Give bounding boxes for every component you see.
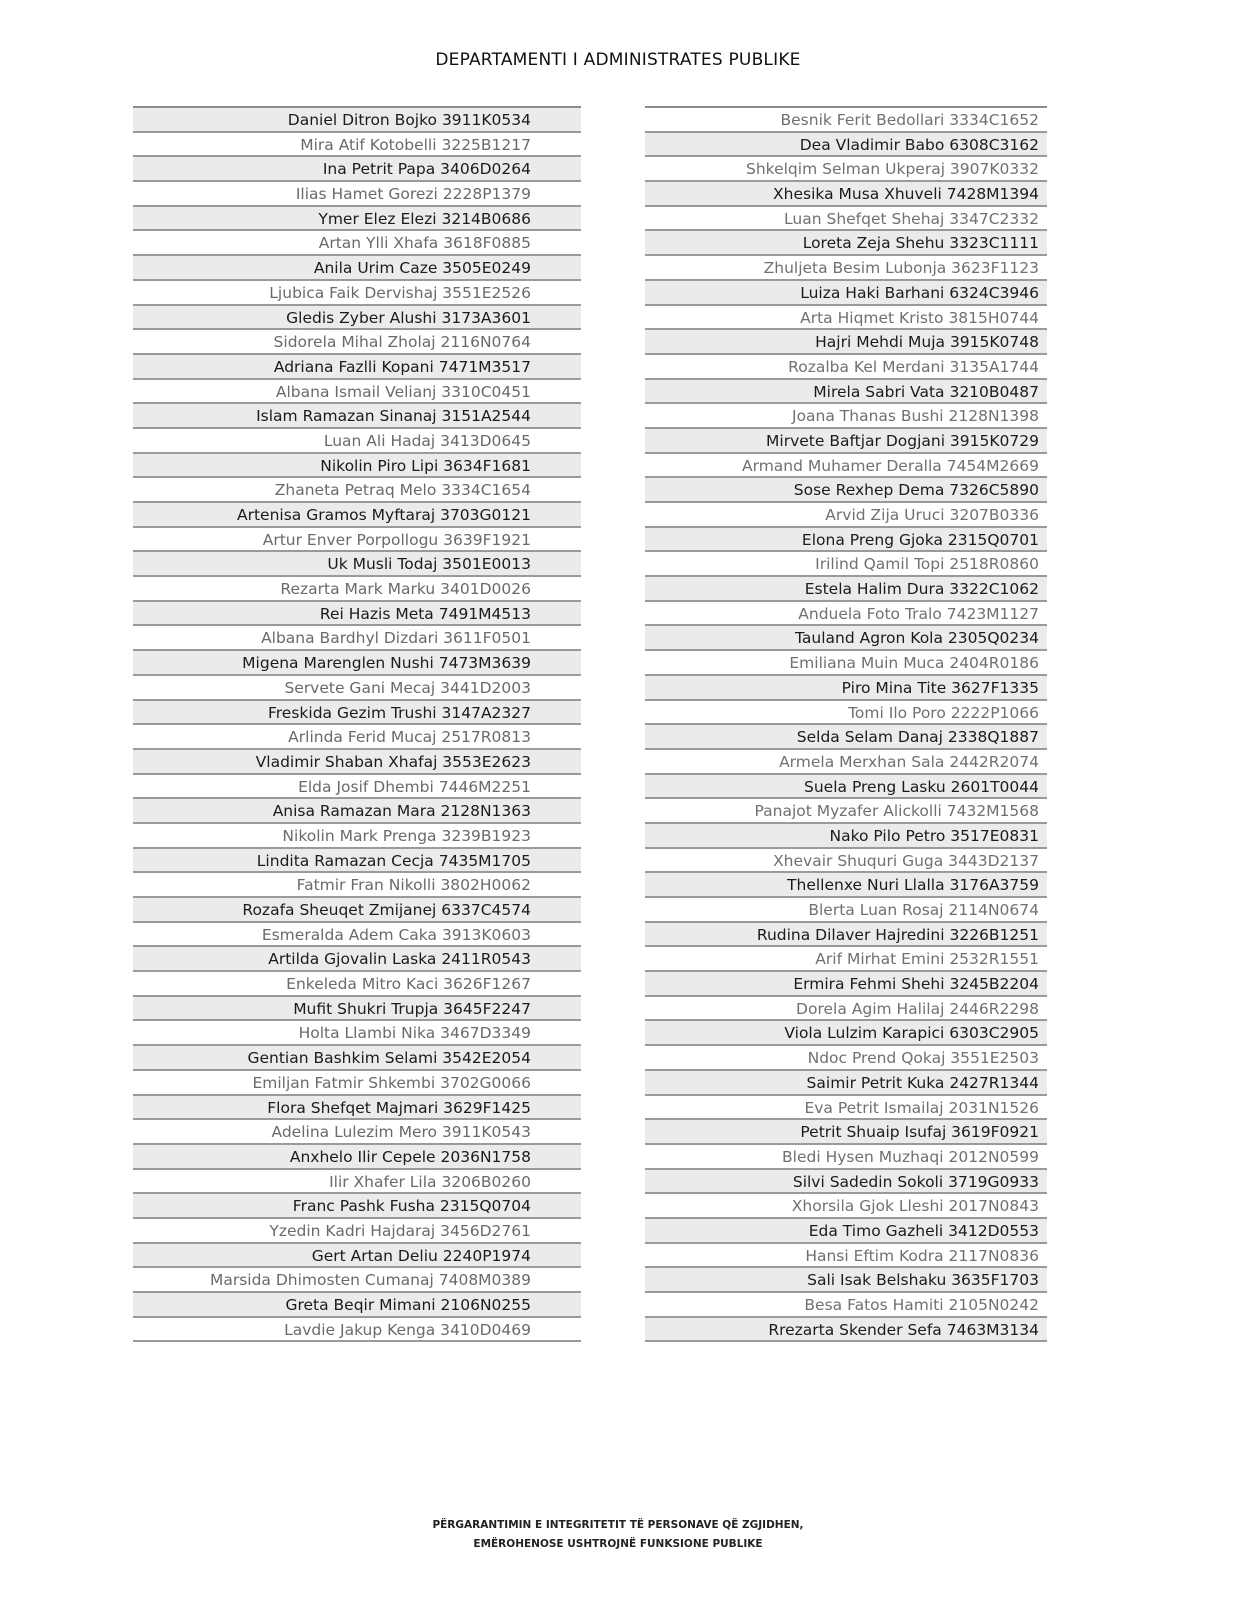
left-list-row: Adelina Lulezim Mero 3911K0543 bbox=[133, 1120, 581, 1145]
left-list-row: Artenisa Gramos Myftaraj 3703G0121 bbox=[133, 503, 581, 528]
left-list-row: Anila Urim Caze 3505E0249 bbox=[133, 256, 581, 281]
left-list-row: Artilda Gjovalin Laska 2411R0543 bbox=[133, 947, 581, 972]
page-footer bbox=[0, 1516, 1236, 1554]
right-list-row: Thellenxe Nuri Llalla 3176A3759 bbox=[645, 873, 1047, 898]
left-list-row: Lavdie Jakup Kenga 3410D0469 bbox=[133, 1318, 581, 1343]
right-list-row: Rudina Dilaver Hajredini 3226B1251 bbox=[645, 923, 1047, 948]
right-list-row: Ermira Fehmi Shehi 3245B2204 bbox=[645, 972, 1047, 997]
left-list-row: Uk Musli Todaj 3501E0013 bbox=[133, 552, 581, 577]
right-list-row: Silvi Sadedin Sokoli 3719G0933 bbox=[645, 1170, 1047, 1195]
right-list-row: Blerta Luan Rosaj 2114N0674 bbox=[645, 898, 1047, 923]
left-list-row: Artan Ylli Xhafa 3618F0885 bbox=[133, 231, 581, 256]
page-title: DEPARTAMENTI I ADMINISTRATES PUBLIKE bbox=[435, 50, 801, 70]
left-list-row: Albana Ismail Velianj 3310C0451 bbox=[133, 380, 581, 405]
left-list-row: Anisa Ramazan Mara 2128N1363 bbox=[133, 799, 581, 824]
right-list-row: Viola Lulzim Karapici 6303C2905 bbox=[645, 1021, 1047, 1046]
left-list-row: Gert Artan Deliu 2240P1974 bbox=[133, 1244, 581, 1269]
left-list-row: Sidorela Mihal Zholaj 2116N0764 bbox=[133, 330, 581, 355]
right-list-row: Mirvete Baftjar Dogjani 3915K0729 bbox=[645, 429, 1047, 454]
right-list-row: Armand Muhamer Deralla 7454M2669 bbox=[645, 454, 1047, 479]
right-list-row: Sose Rexhep Dema 7326C5890 bbox=[645, 478, 1047, 503]
left-list-row: Vladimir Shaban Xhafaj 3553E2623 bbox=[133, 750, 581, 775]
left-list-row: Islam Ramazan Sinanaj 3151A2544 bbox=[133, 404, 581, 429]
left-list-row: Rei Hazis Meta 7491M4513 bbox=[133, 602, 581, 627]
left-list-row: Adriana Fazlli Kopani 7471M3517 bbox=[133, 355, 581, 380]
left-list-row: Daniel Ditron Bojko 3911K0534 bbox=[133, 108, 581, 133]
right-name-list bbox=[645, 106, 1047, 1342]
left-list-row: Emiljan Fatmir Shkembi 3702G0066 bbox=[133, 1071, 581, 1096]
left-list-row: Gledis Zyber Alushi 3173A3601 bbox=[133, 306, 581, 331]
right-list-row: Rrezarta Skender Sefa 7463M3134 bbox=[645, 1318, 1047, 1343]
left-list-row: Ymer Elez Elezi 3214B0686 bbox=[133, 207, 581, 232]
right-list-row: Emiliana Muin Muca 2404R0186 bbox=[645, 651, 1047, 676]
right-list-row: Anduela Foto Tralo 7423M1127 bbox=[645, 602, 1047, 627]
right-list-row: Suela Preng Lasku 2601T0044 bbox=[645, 775, 1047, 800]
right-list-row: Nako Pilo Petro 3517E0831 bbox=[645, 824, 1047, 849]
right-list-row: Selda Selam Danaj 2338Q1887 bbox=[645, 725, 1047, 750]
left-list-row: Marsida Dhimosten Cumanaj 7408M0389 bbox=[133, 1268, 581, 1293]
footer-line-1: PËRGARANTIMIN E INTEGRITETIT TË PERSONAVE QË ZGJIDHEN, bbox=[432, 1519, 804, 1531]
left-list-row: Albana Bardhyl Dizdari 3611F0501 bbox=[133, 626, 581, 651]
right-list-row: Shkelqim Selman Ukperaj 3907K0332 bbox=[645, 157, 1047, 182]
left-list-row: Rezarta Mark Marku 3401D0026 bbox=[133, 577, 581, 602]
right-list-row: Armela Merxhan Sala 2442R2074 bbox=[645, 750, 1047, 775]
right-list-row: Besa Fatos Hamiti 2105N0242 bbox=[645, 1293, 1047, 1318]
right-list-row: Elona Preng Gjoka 2315Q0701 bbox=[645, 528, 1047, 553]
left-list-row: Artur Enver Porpollogu 3639F1921 bbox=[133, 528, 581, 553]
right-list-row: Luiza Haki Barhani 6324C3946 bbox=[645, 281, 1047, 306]
left-list-row: Nikolin Mark Prenga 3239B1923 bbox=[133, 824, 581, 849]
left-list-row: Ina Petrit Papa 3406D0264 bbox=[133, 157, 581, 182]
left-list-row: Esmeralda Adem Caka 3913K0603 bbox=[133, 923, 581, 948]
right-list-row: Eda Timo Gazheli 3412D0553 bbox=[645, 1219, 1047, 1244]
left-list-row: Ilias Hamet Gorezi 2228P1379 bbox=[133, 182, 581, 207]
left-list-row: Mira Atif Kotobelli 3225B1217 bbox=[133, 133, 581, 158]
left-list-row: Yzedin Kadri Hajdaraj 3456D2761 bbox=[133, 1219, 581, 1244]
left-list-row: Mufit Shukri Trupja 3645F2247 bbox=[133, 997, 581, 1022]
right-list-row: Piro Mina Tite 3627F1335 bbox=[645, 676, 1047, 701]
left-list-row: Gentian Bashkim Selami 3542E2054 bbox=[133, 1046, 581, 1071]
right-list-row: Rozalba Kel Merdani 3135A1744 bbox=[645, 355, 1047, 380]
left-list-row: Servete Gani Mecaj 3441D2003 bbox=[133, 676, 581, 701]
left-list-row: Greta Beqir Mimani 2106N0255 bbox=[133, 1293, 581, 1318]
right-list-row: Tauland Agron Kola 2305Q0234 bbox=[645, 626, 1047, 651]
left-list-row: Migena Marenglen Nushi 7473M3639 bbox=[133, 651, 581, 676]
left-list-row: Enkeleda Mitro Kaci 3626F1267 bbox=[133, 972, 581, 997]
right-list-row: Besnik Ferit Bedollari 3334C1652 bbox=[645, 108, 1047, 133]
right-list-row: Arif Mirhat Emini 2532R1551 bbox=[645, 947, 1047, 972]
left-list-row: Holta Llambi Nika 3467D3349 bbox=[133, 1021, 581, 1046]
left-list-row: Elda Josif Dhembi 7446M2251 bbox=[133, 775, 581, 800]
right-list-row: Tomi Ilo Poro 2222P1066 bbox=[645, 701, 1047, 726]
right-list-row: Zhuljeta Besim Lubonja 3623F1123 bbox=[645, 256, 1047, 281]
right-list-row: Estela Halim Dura 3322C1062 bbox=[645, 577, 1047, 602]
right-list-row: Xhevair Shuquri Guga 3443D2137 bbox=[645, 849, 1047, 874]
right-list-row: Arvid Zija Uruci 3207B0336 bbox=[645, 503, 1047, 528]
right-list-row: Saimir Petrit Kuka 2427R1344 bbox=[645, 1071, 1047, 1096]
footer-line-2: EMËROHENOSE USHTROJNË FUNKSIONE PUBLIKE bbox=[473, 1538, 763, 1550]
right-list-row: Luan Shefqet Shehaj 3347C2332 bbox=[645, 207, 1047, 232]
right-list-row: Arta Hiqmet Kristo 3815H0744 bbox=[645, 306, 1047, 331]
right-list-row: Mirela Sabri Vata 3210B0487 bbox=[645, 380, 1047, 405]
left-list-row: Zhaneta Petraq Melo 3334C1654 bbox=[133, 478, 581, 503]
left-list-row: Ilir Xhafer Lila 3206B0260 bbox=[133, 1170, 581, 1195]
left-list-row: Lindita Ramazan Cecja 7435M1705 bbox=[133, 849, 581, 874]
right-list-row: Ndoc Prend Qokaj 3551E2503 bbox=[645, 1046, 1047, 1071]
right-list-row: Xhesika Musa Xhuveli 7428M1394 bbox=[645, 182, 1047, 207]
left-list-row: Ljubica Faik Dervishaj 3551E2526 bbox=[133, 281, 581, 306]
left-list-row: Luan Ali Hadaj 3413D0645 bbox=[133, 429, 581, 454]
left-list-row: Rozafa Sheuqet Zmijanej 6337C4574 bbox=[133, 898, 581, 923]
left-list-row: Fatmir Fran Nikolli 3802H0062 bbox=[133, 873, 581, 898]
left-name-list bbox=[133, 106, 581, 1342]
left-list-row: Arlinda Ferid Mucaj 2517R0813 bbox=[133, 725, 581, 750]
right-list-row: Bledi Hysen Muzhaqi 2012N0599 bbox=[645, 1145, 1047, 1170]
right-list-row: Dea Vladimir Babo 6308C3162 bbox=[645, 133, 1047, 158]
left-list-row: Anxhelo Ilir Cepele 2036N1758 bbox=[133, 1145, 581, 1170]
right-list-row: Sali Isak Belshaku 3635F1703 bbox=[645, 1268, 1047, 1293]
left-list-row: Flora Shefqet Majmari 3629F1425 bbox=[133, 1096, 581, 1121]
right-list-row: Eva Petrit Ismailaj 2031N1526 bbox=[645, 1096, 1047, 1121]
right-list-row: Loreta Zeja Shehu 3323C1111 bbox=[645, 231, 1047, 256]
right-list-row: Hajri Mehdi Muja 3915K0748 bbox=[645, 330, 1047, 355]
right-list-row: Hansi Eftim Kodra 2117N0836 bbox=[645, 1244, 1047, 1269]
left-list-row: Freskida Gezim Trushi 3147A2327 bbox=[133, 701, 581, 726]
right-list-row: Irilind Qamil Topi 2518R0860 bbox=[645, 552, 1047, 577]
right-list-row: Petrit Shuaip Isufaj 3619F0921 bbox=[645, 1120, 1047, 1145]
right-list-row: Dorela Agim Halilaj 2446R2298 bbox=[645, 997, 1047, 1022]
left-list-row: Nikolin Piro Lipi 3634F1681 bbox=[133, 454, 581, 479]
right-list-row: Joana Thanas Bushi 2128N1398 bbox=[645, 404, 1047, 429]
right-list-row: Panajot Myzafer Alickolli 7432M1568 bbox=[645, 799, 1047, 824]
right-list-row: Xhorsila Gjok Lleshi 2017N0843 bbox=[645, 1194, 1047, 1219]
left-list-row: Franc Pashk Fusha 2315Q0704 bbox=[133, 1194, 581, 1219]
